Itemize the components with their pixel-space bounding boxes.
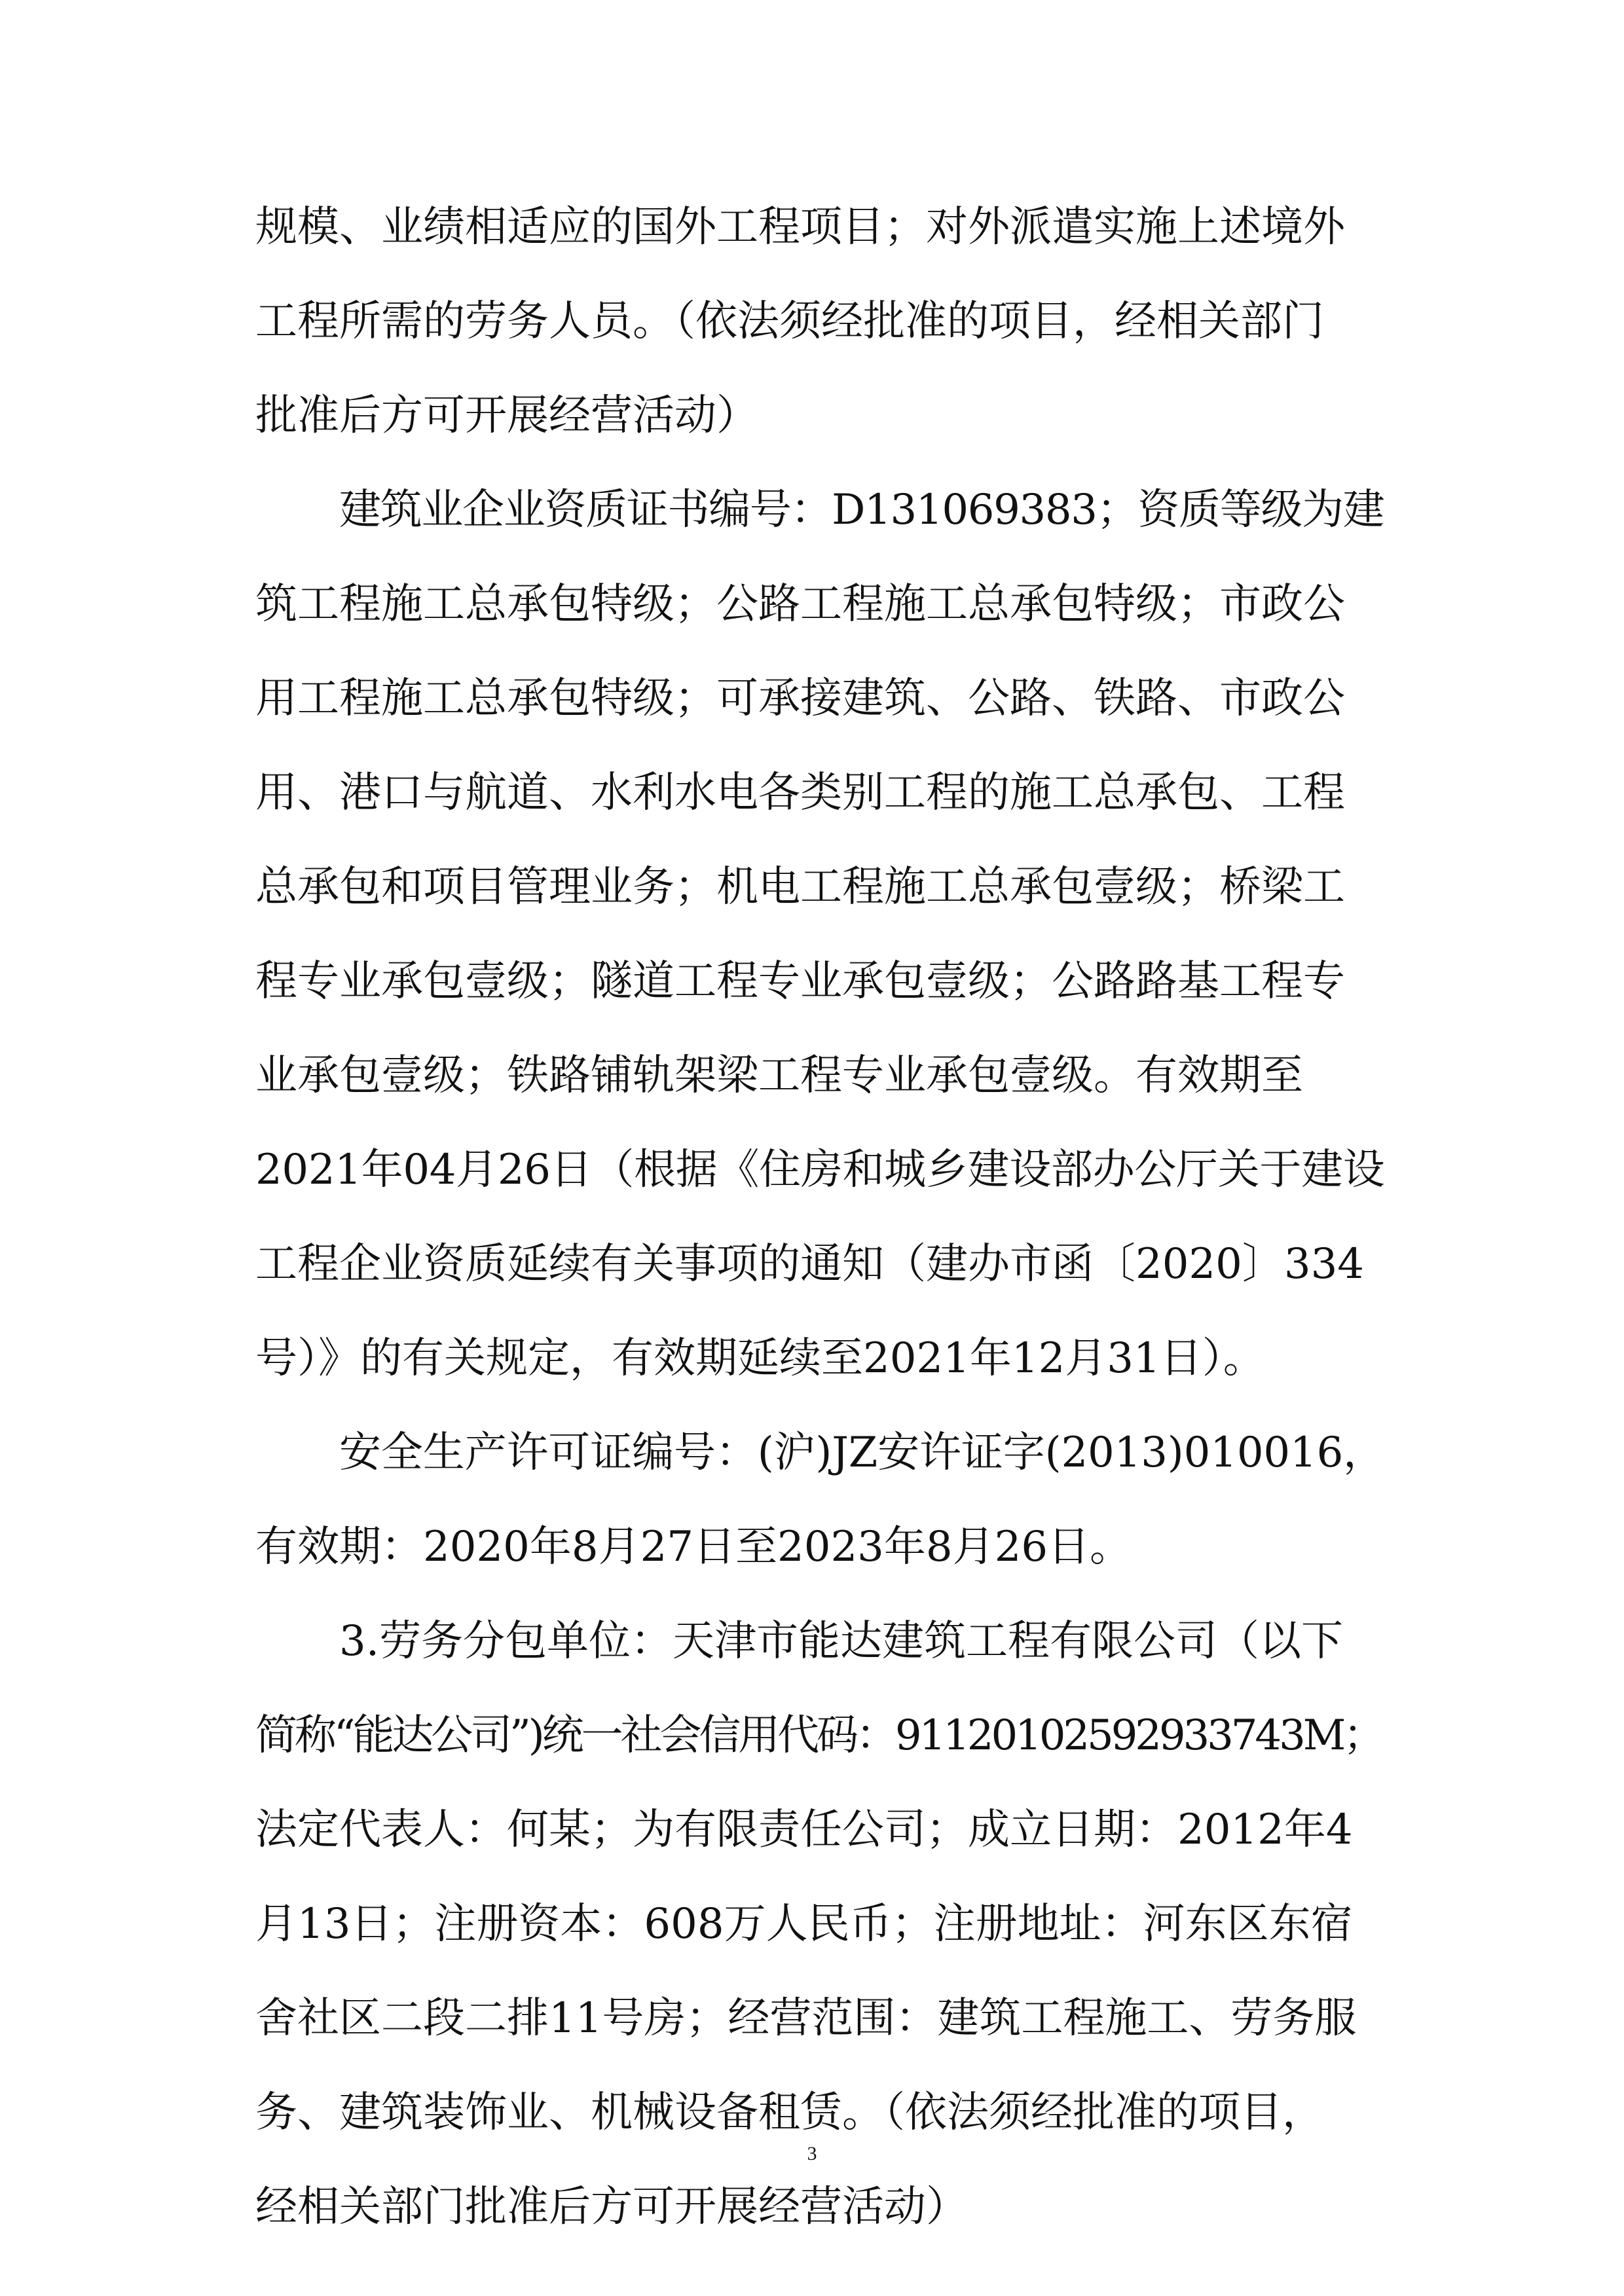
text-line: 舍社区二段二排11号房；经营范围：建筑工程施工、劳务服 — [255, 1994, 1357, 2043]
text-line: 用、港口与航道、水利水电各类别工程的施工总承包、工程 — [255, 769, 1345, 817]
text-line: 安全生产许可证编号：(沪)JZ安许证字(2013)010016， — [339, 1429, 1386, 1477]
text-line: 用工程施工总承包特级；可承接建筑、公路、铁路、市政公 — [255, 674, 1345, 723]
text-line: 筑工程施工总承包特级；公路工程施工总承包特级；市政公 — [255, 580, 1345, 629]
paragraph — [255, 463, 1385, 1406]
text-line: 程专业承包壹级；隧道工程专业承包壹级；公路路基工程专 — [255, 957, 1345, 1006]
text-line: 批准后方可开展经营活动） — [255, 392, 758, 440]
page-number: 3 — [807, 2143, 817, 2164]
paragraph — [255, 180, 1385, 463]
text-line: 总承包和项目管理业务；机电工程施工总承包壹级；桥梁工 — [255, 863, 1345, 911]
text-line: 经相关部门批准后方可开展经营活动） — [255, 2183, 968, 2231]
text-line: 号）》的有关规定，有效期延续至2021年12月31日）。 — [255, 1334, 1265, 1383]
text-line: 月13日；注册资本：608万人民币；注册地址：河东区东宿 — [255, 1900, 1353, 1948]
text-line: 3.劳务分包单位：天津市能达建筑工程有限公司（以下 — [339, 1617, 1344, 1666]
text-line: 规模、业绩相适应的国外工程项目；对外派遣实施上述境外 — [255, 203, 1345, 251]
text-line: 有效期：2020年8月27日至2023年8月26日。 — [255, 1523, 1132, 1571]
text-line: 业承包壹级；铁路铺轨架梁工程专业承包壹级。有效期至 — [255, 1051, 1303, 1100]
text-line: 简称“能达公司”)统一社会信用代码：91120102592933743M； — [255, 1711, 1383, 1760]
text-line: 工程所需的劳务人员。（依法须经批准的项目，经相关部门 — [255, 297, 1324, 346]
text-line: 务、建筑装饰业、机械设备租赁。（依法须经批准的项目， — [255, 2088, 1324, 2137]
text-line: 工程企业资质延续有关事项的通知（建办市函〔2020〕334 — [255, 1240, 1365, 1288]
text-line: 建筑业企业资质证书编号：D131069383；资质等级为建 — [339, 486, 1384, 534]
paragraph — [255, 1406, 1385, 1594]
text-line: 2021年04月26日（根据《住房和城乡建设部办公厅关于建设 — [255, 1146, 1385, 1194]
body-text — [255, 180, 1385, 2254]
text-line: 法定代表人：何某；为有限责任公司；成立日期：2012年4 — [255, 1806, 1353, 1854]
